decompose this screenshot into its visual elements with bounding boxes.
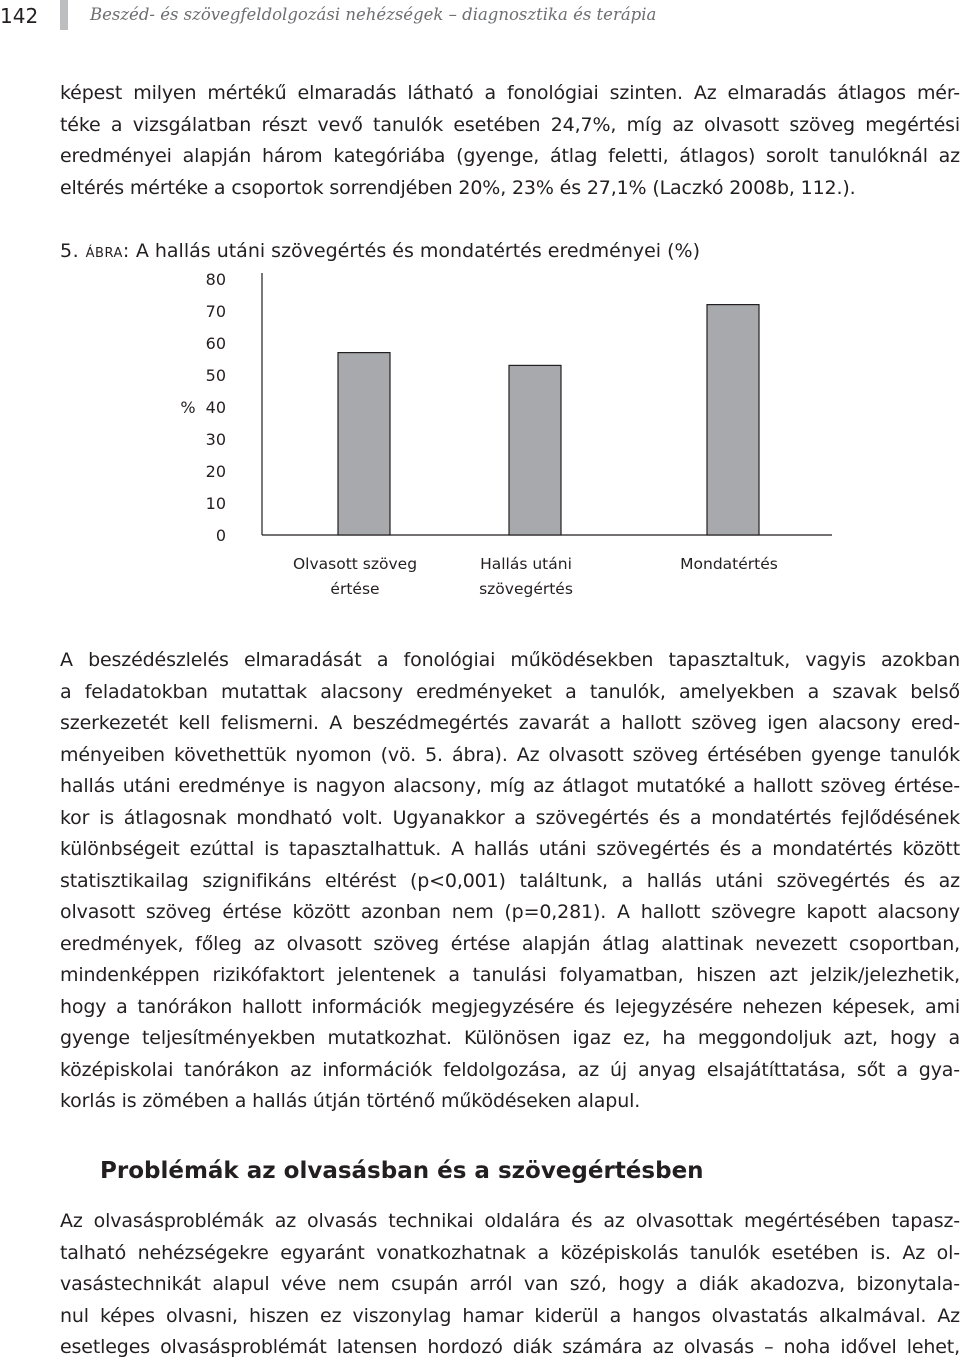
y-tick-label: 40 — [205, 398, 226, 417]
category-label: szövegértés — [479, 580, 573, 598]
text-line: gyenge teljesítményekben mutatkozhat. Különösen igaz ez, ha meggondoljuk azt, hogy a — [60, 1027, 960, 1049]
text-line: Az olvasásproblémák az olvasás technikai oldalára és az olvasottak megértésében tapasz- — [60, 1210, 960, 1232]
text-line: vasástechnikát alapul véve nem csupán arról van szó, hogy a diák akadozva, bizonytala- — [60, 1273, 960, 1295]
y-tick-label: 0 — [215, 526, 226, 545]
text-line: eredmények, főleg az olvasott szöveg értése alapján átlag alattinak nevezett csoportban, — [60, 932, 960, 955]
text-line: korlás is zömében a hallás útján történő működéseken alapul. — [60, 1090, 641, 1112]
category-label: Olvasott szöveg — [292, 555, 418, 573]
y-tick-label: 10 — [205, 494, 226, 513]
running-title: Beszéd- és szövegfeldolgozási nehézségek – diagnosztika és terápia — [90, 5, 657, 24]
text-line: hallás utáni eredménye is nagyon alacsony, míg az átlagot mutatóké a hallott szöveg értése- — [60, 775, 960, 797]
y-tick-label: 70 — [205, 302, 226, 321]
text-line: olvasott szöveg értése között azonban nem (p=0,281). A hallott szövegre kapott alacsony — [60, 901, 960, 923]
text-line: eredményei alapján három kategóriába (gyenge, átlag feletti, átlagos) sorolt tanulóknál az — [60, 145, 960, 167]
text-line: eltérés mértéke a csoportok sorrendjében 20%, 23% és 27,1% (Laczkó 2008b, 112.). — [60, 176, 856, 199]
text-line: szerkezetét kell felismerni. A beszédmegértés zavarát a hallott szöveg igen alacsony ered- — [60, 712, 960, 734]
text-line: statisztikailag szignifikáns eltérést (p<0,001) találtunk, a hallás utáni szövegértés és az — [60, 869, 960, 892]
bar — [707, 305, 759, 535]
text-line: mindenképpen rizikófaktort jelentenek a tanulási folyamatban, hiszen azt jelzik/jelezhetik, — [60, 964, 960, 986]
text-line: középiskolai tanórákon az információk feldolgozása, az új anyag elsajátíttatása, sőt a gya- — [60, 1058, 960, 1081]
category-label: értése — [330, 580, 380, 598]
text-line: hogy a tanórákon hallott információk megjegyzésére és lejegyzésére nehezen képesek, ami — [60, 995, 960, 1018]
y-tick-label: 20 — [205, 462, 226, 481]
page-header — [0, 0, 960, 34]
text-line: téke a vizsgálatban részt vevő tanulók esetében 24,7%, míg az olvasott szöveg megértési — [60, 113, 960, 136]
y-tick-label: 30 — [205, 430, 226, 449]
figure-title: A hallás utáni szövegértés és mondatértés eredményei (%) — [135, 240, 700, 262]
text-line: talható nehézségekre egyaránt vonatkozhatnak a középiskolás tanulók esetében is. Az ol- — [60, 1241, 960, 1264]
bar — [509, 365, 561, 535]
text-line: nul képes olvasni, hiszen ez viszonylag hamar kiderül a hangos olvastatás alkalmával. Az — [60, 1304, 960, 1327]
text-line: különbségeit ezúttal is tapasztalhattuk. A hallás utáni szövegértés és a mondatértés között — [60, 838, 960, 860]
y-axis-label: % — [180, 398, 196, 417]
text-line: a feladatokban mutattak alacsony eredményeket a tanulók, amelyekben a szavak belső — [60, 680, 960, 703]
paragraph-2 — [60, 645, 960, 1118]
text-line: esetleges olvasásproblémát latensen hordozó diák számára az olvasás – noha idővel lehet, — [60, 1336, 960, 1358]
bar-chart — [170, 262, 840, 607]
text-line: A beszédészlelés elmaradását a fonológiai működésekben tapasztaltuk, vagyis azokban — [60, 649, 960, 671]
text-line: képest milyen mértékű elmaradás látható a fonológiai szinten. Az elmaradás átlagos mér- — [60, 82, 960, 104]
figure-number: 5. ábra: — [60, 240, 130, 262]
text-line: kor is átlagosnak mondható volt. Ugyanakkor a szövegértés és a mondatértés fejlődésének — [60, 806, 960, 829]
y-tick-label: 60 — [205, 334, 226, 353]
figure-caption — [60, 240, 700, 262]
section-heading: Problémák az olvasásban és a szövegértésben — [100, 1158, 704, 1184]
paragraph-1 — [60, 78, 960, 204]
header-divider-bar — [60, 0, 68, 30]
page-number: 142 — [0, 4, 39, 28]
text-line: ményeiben követhettük nyomon (vö. 5. ábra). Az olvasott szöveg értésében gyenge tanulók — [60, 743, 960, 766]
y-tick-label: 80 — [205, 270, 226, 289]
y-tick-label: 50 — [205, 366, 226, 385]
paragraph-3 — [60, 1206, 960, 1364]
bar — [338, 353, 390, 535]
category-label: Mondatértés — [680, 555, 778, 573]
category-label: Hallás utáni — [480, 555, 572, 573]
